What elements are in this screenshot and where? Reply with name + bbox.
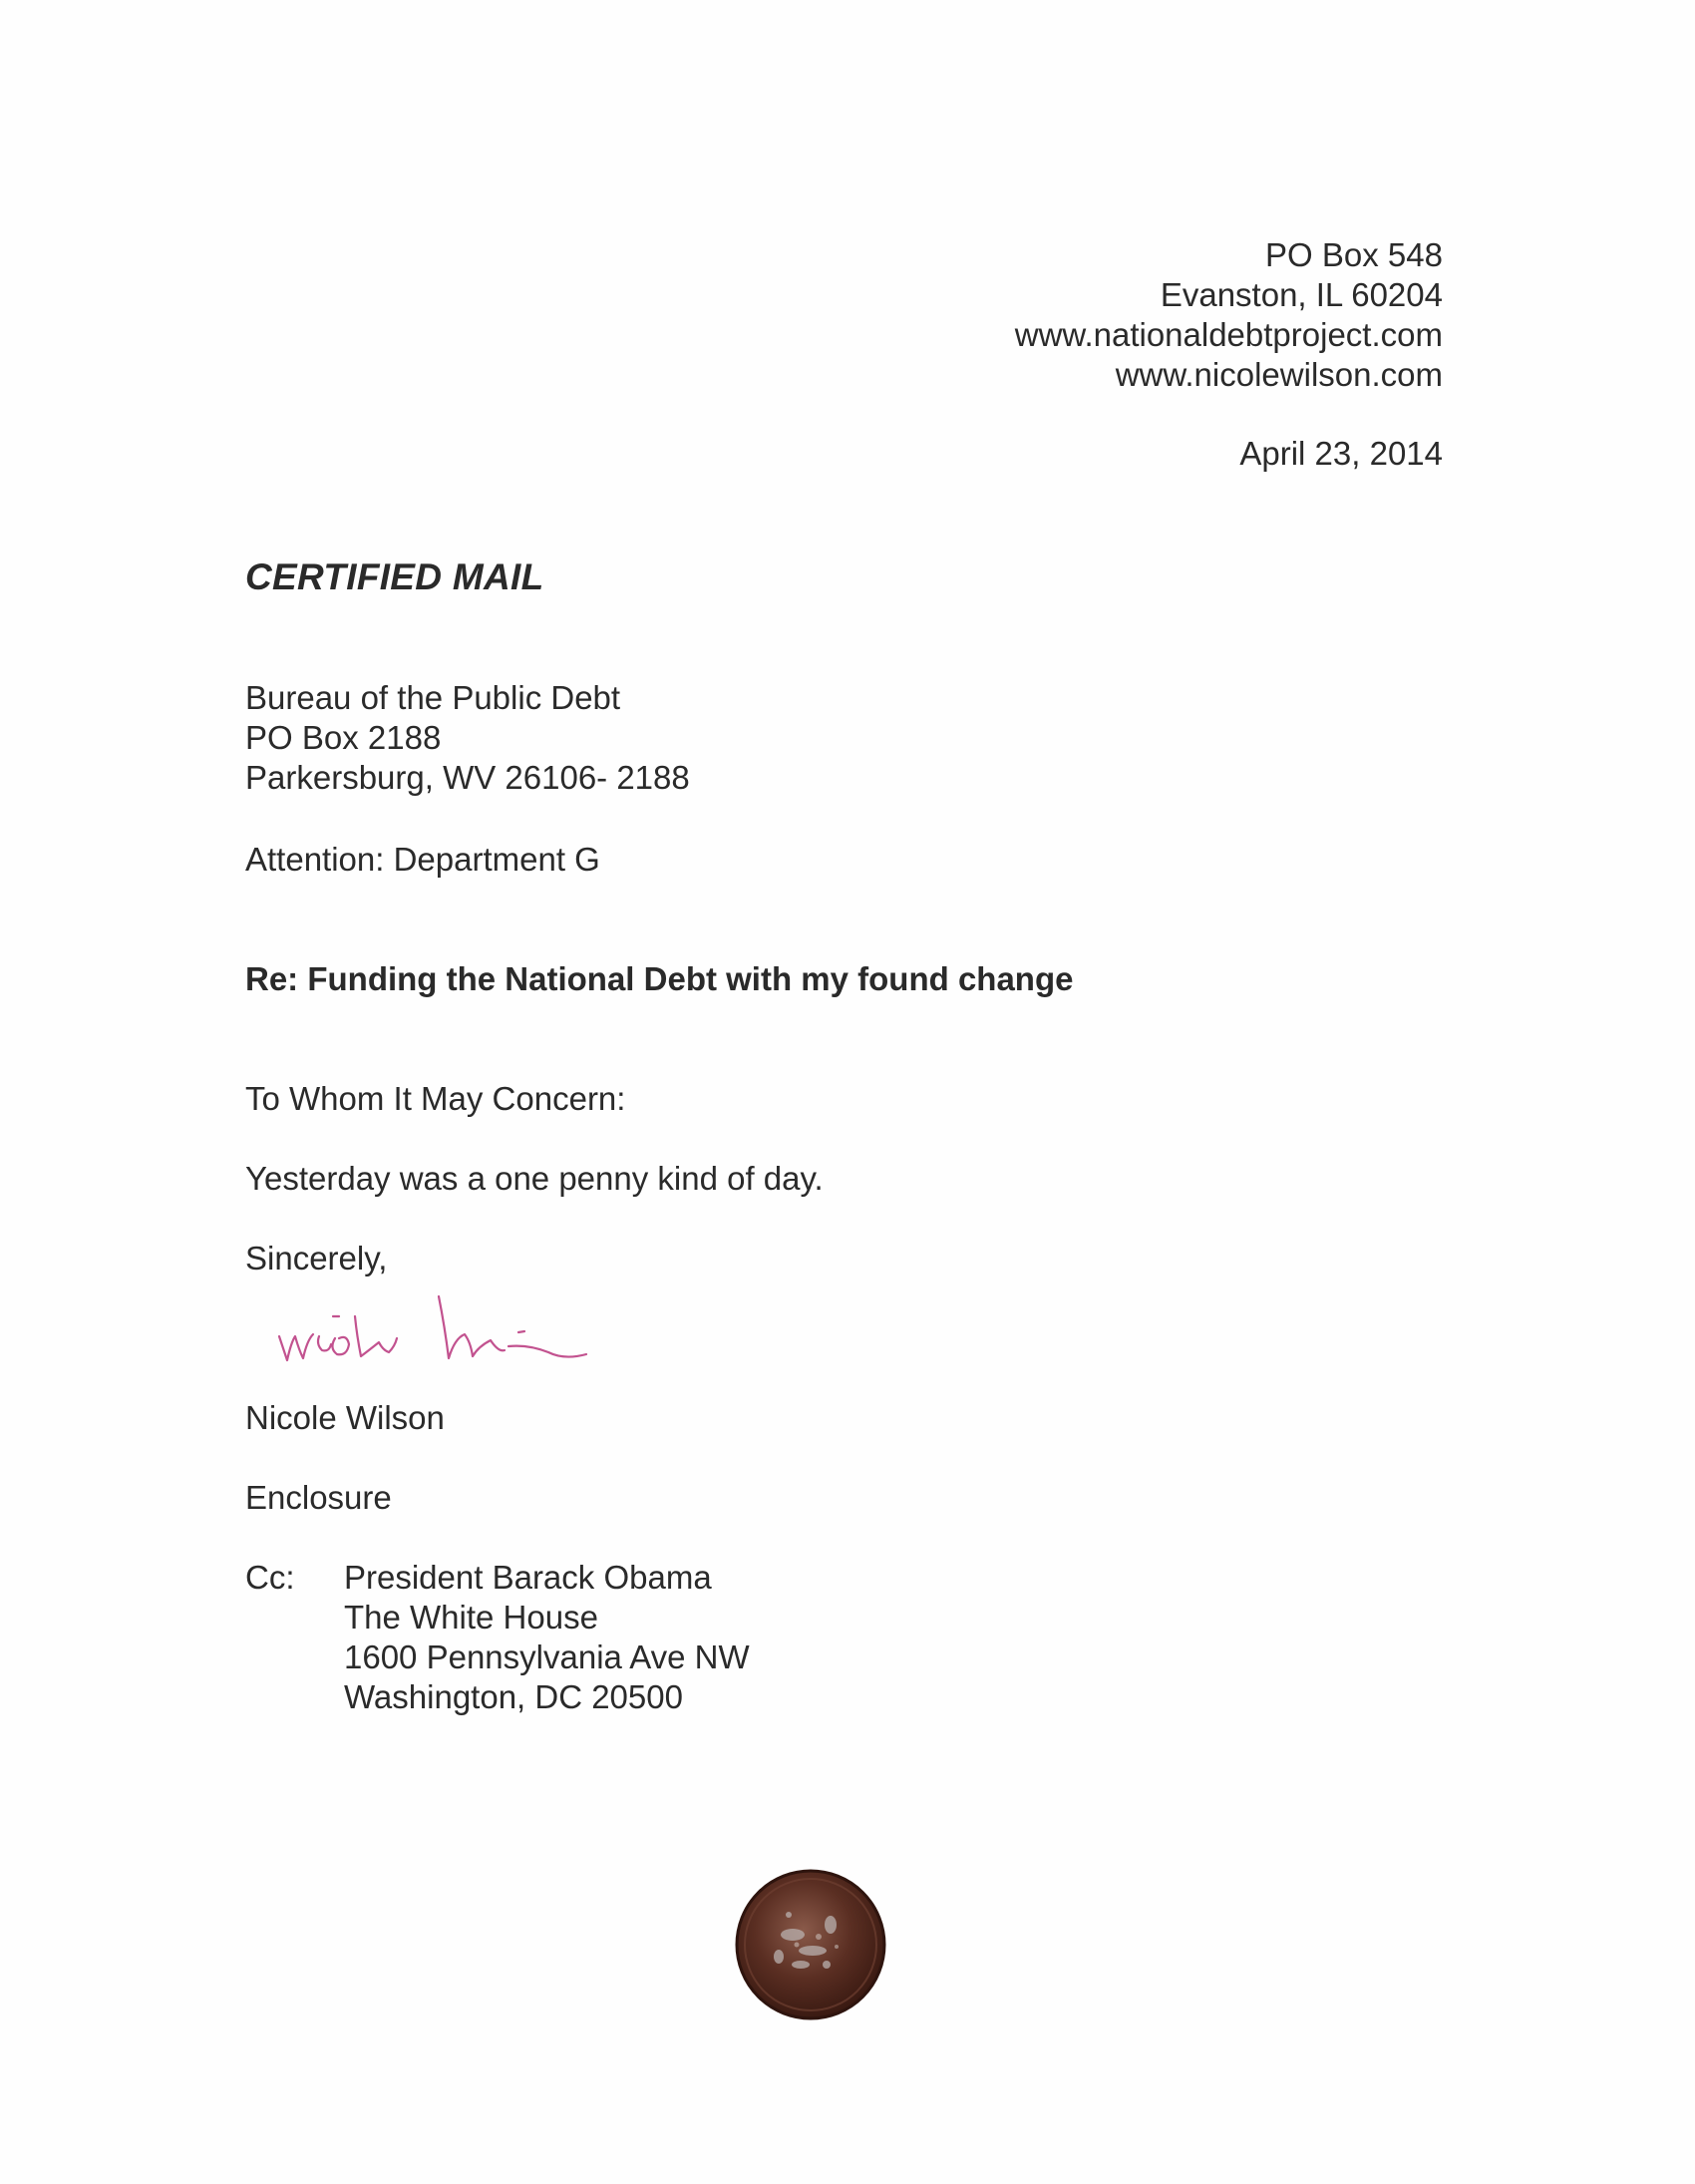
cc-address — [344, 1558, 750, 1717]
recipient-line: PO Box 2188 — [245, 719, 442, 756]
body-paragraph: Yesterday was a one penny kind of day. — [245, 1160, 824, 1197]
enclosure-note: Enclosure — [245, 1479, 392, 1516]
cc-line: 1600 Pennsylvania Ave NW — [344, 1638, 750, 1675]
closing: Sincerely, — [245, 1240, 388, 1276]
salutation: To Whom It May Concern: — [245, 1080, 626, 1117]
subject-line: Re: Funding the National Debt with my found change — [245, 960, 1074, 997]
recipient-address — [245, 678, 690, 798]
recipient-line: Parkersburg, WV 26106- 2188 — [245, 759, 690, 796]
cc-line: Washington, DC 20500 — [344, 1678, 683, 1715]
handwritten-signature — [269, 1276, 628, 1376]
letter-date: April 23, 2014 — [1239, 435, 1443, 472]
cc-line: The White House — [344, 1599, 598, 1636]
recipient-line: Bureau of the Public Debt — [245, 679, 621, 716]
return-address-line: Evanston, IL 60204 — [1160, 276, 1443, 313]
cc-line: President Barack Obama — [344, 1559, 712, 1596]
penny-coin-image — [731, 1865, 890, 2024]
website-link: www.nicolewilson.com — [1115, 356, 1443, 393]
certified-mail-heading: CERTIFIED MAIL — [245, 556, 544, 597]
cc-label: Cc: — [245, 1559, 295, 1596]
attention-line: Attention: Department G — [245, 841, 600, 878]
return-address — [1015, 235, 1443, 395]
return-address-line: PO Box 548 — [1265, 236, 1443, 273]
signer-name: Nicole Wilson — [245, 1399, 445, 1436]
website-link: www.nationaldebtproject.com — [1014, 316, 1443, 353]
